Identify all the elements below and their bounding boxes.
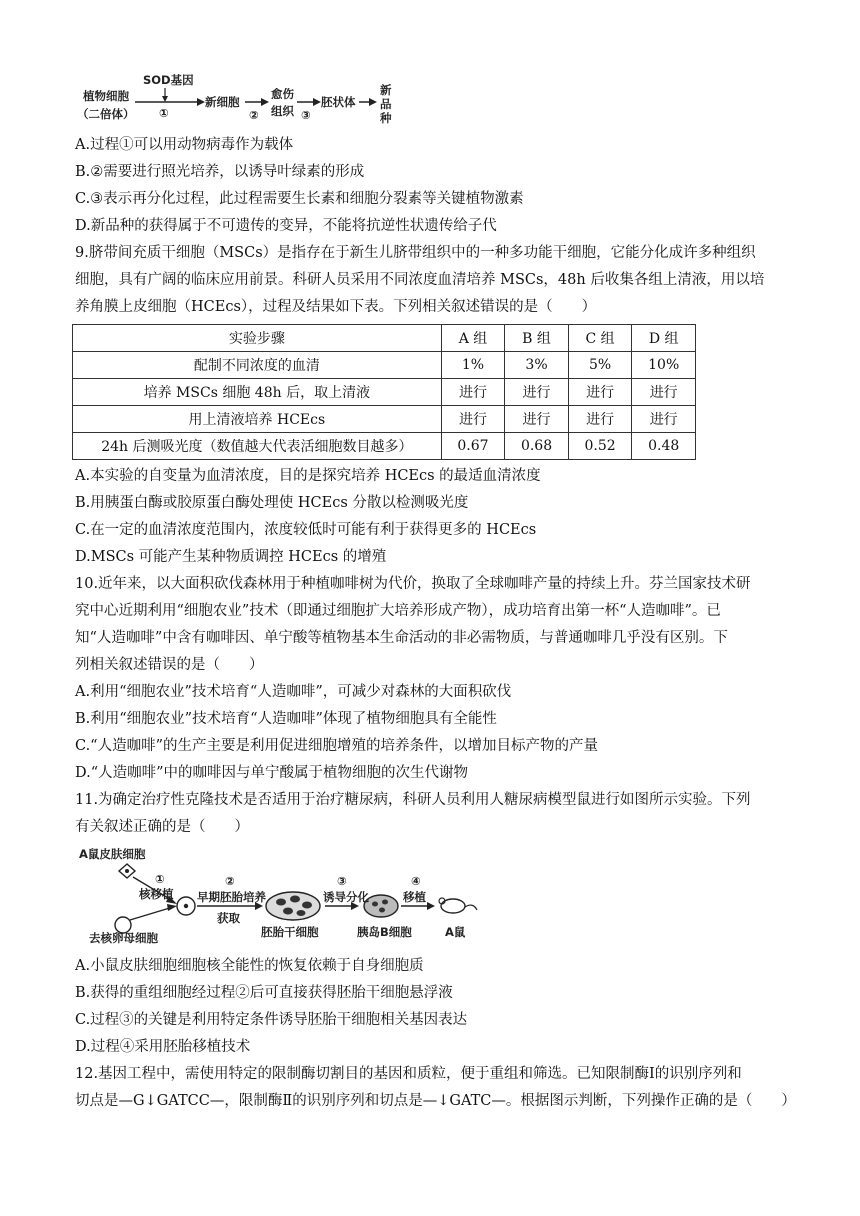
label-sod-gene: SOD基因 xyxy=(143,73,194,87)
table-cell: 0.52 xyxy=(568,433,632,460)
q12-stem-line2: 切点是—G↓GATCC—，限制酶Ⅱ的识别序列和切点是—↓GATC—。根据图示判断，下列操作正确的是（ ） xyxy=(75,1093,796,1109)
q10-stem-line3: 知“人造咖啡”中含有咖啡因、单宁酸等植物基本生命活动的非必需物质，与普通咖啡几乎没有区别。下 xyxy=(75,630,728,646)
q10-option-a: A.利用“细胞农业”技术培育“人造咖啡”，可减少对森林的大面积砍伐 xyxy=(75,684,512,700)
q9-option-b: B.用胰蛋白酶或胶原蛋白酶处理使 HCEcs 分散以检测吸光度 xyxy=(75,495,469,511)
q11-stem-line2: 有关叙述正确的是（ ） xyxy=(75,819,249,835)
table-cell: 进行 xyxy=(632,379,696,406)
label-step2: ② xyxy=(249,108,259,122)
table-header-cell: C 组 xyxy=(568,325,632,352)
label-step4: ④ xyxy=(411,874,421,888)
label-new-variety-3: 种 xyxy=(380,111,392,125)
label-early-culture: 早期胚胎培养 xyxy=(197,890,266,904)
label-step3: ③ xyxy=(337,874,347,888)
q11-option-c: C.过程③的关键是利用特定条件诱导胚胎干细胞相关基因表达 xyxy=(75,1012,468,1028)
table-header-cell: D 组 xyxy=(632,325,696,352)
label-step2: ② xyxy=(225,874,235,888)
table-row xyxy=(73,406,696,433)
q9-stem-line1: 9.脐带间充质干细胞（MSCs）是指存在于新生儿脐带组织中的一种多功能干细胞，它能分化成许多种组织 xyxy=(75,245,756,261)
q9-stem-line3: 养角膜上皮细胞（HCEcs），过程及结果如下表。下列相关叙述错误的是（ ） xyxy=(75,299,597,315)
table-row xyxy=(73,352,696,379)
q10-stem-line1: 10.近年来，以大面积砍伐森林用于种植咖啡树为代价，换取了全球咖啡产量的持续上升。芬兰国家技术研 xyxy=(75,576,751,592)
label-induce: 诱导分化 xyxy=(323,890,369,904)
table-cell: 0.48 xyxy=(632,433,696,460)
q11-stem-line1: 11.为确定治疗性克隆技术是否适用于治疗糖尿病，科研人员利用人糖尿病模型鼠进行如图所示实验。下列 xyxy=(75,792,751,808)
label-new-cell: 新细胞 xyxy=(205,95,240,109)
cloning-diagram xyxy=(75,844,495,944)
q8-option-b: B.②需要进行照光培养，以诱导叶绿素的形成 xyxy=(75,164,365,180)
label-step1: ① xyxy=(155,872,165,886)
q12-stem-line1: 12.基因工程中，需使用特定的限制酶切割目的基因和质粒，便于重组和筛选。已知限制酶Ⅰ的识别序列和 xyxy=(75,1066,742,1082)
label-skin-cell: A鼠皮肤细胞 xyxy=(79,847,146,861)
q11-option-d: D.过程④采用胚胎移植技术 xyxy=(75,1039,251,1055)
table-cell: 进行 xyxy=(568,406,632,433)
table-cell: 0.68 xyxy=(505,433,569,460)
q10-option-c: C.“人造咖啡”的生产主要是利用促进细胞增殖的培养条件，以增加目标产物的产量 xyxy=(75,738,599,754)
experiment-table xyxy=(72,324,696,460)
table-cell: 用上清液培养 HCEcs xyxy=(73,406,442,433)
table-cell: 3% xyxy=(505,352,569,379)
q11-option-a: A.小鼠皮肤细胞细胞核全能性的恢复依赖于自身细胞质 xyxy=(75,958,424,974)
label-diploid: （二倍体） xyxy=(77,107,135,121)
q9-stem-line2: 细胞，具有广阔的临床应用前景。科研人员采用不同浓度血清培养 MSCs，48h 后收集各组上清液，用以培 xyxy=(75,272,765,288)
label-new-variety-2: 品 xyxy=(380,97,392,111)
label-embryoid: 胚状体 xyxy=(321,95,356,109)
label-plant-cell: 植物细胞 xyxy=(83,89,129,103)
table-cell: 进行 xyxy=(505,379,569,406)
table-header-cell: B 组 xyxy=(505,325,569,352)
table-cell: 0.67 xyxy=(441,433,505,460)
table-cell: 5% xyxy=(568,352,632,379)
label-step3: ③ xyxy=(301,108,311,122)
q9-option-c: C.在一定的血清浓度范围内，浓度较低时可能有利于获得更多的 HCEcs xyxy=(75,522,537,538)
label-callus-a: 愈伤 xyxy=(271,87,294,101)
table-cell: 进行 xyxy=(568,379,632,406)
q10-option-d: D.“人造咖啡”中的咖啡因与单宁酸属于植物细胞的次生代谢物 xyxy=(75,765,469,781)
q9-option-a: A.本实验的自变量为血清浓度，目的是探究培养 HCEcs 的最适血清浓度 xyxy=(75,468,541,484)
table-cell: 配制不同浓度的血清 xyxy=(73,352,442,379)
tissue-culture-diagram xyxy=(75,14,395,124)
table-cell: 进行 xyxy=(441,406,505,433)
label-new-variety-1: 新 xyxy=(380,83,392,97)
table-cell: 1% xyxy=(441,352,505,379)
label-obtain: 获取 xyxy=(217,911,240,925)
table-header-cell: 实验步骤 xyxy=(73,325,442,352)
table-cell: 10% xyxy=(632,352,696,379)
label-islet: 胰岛B细胞 xyxy=(357,925,412,939)
table-cell: 24h 后测吸光度（数值越大代表活细胞数目越多） xyxy=(73,433,442,460)
table-cell: 进行 xyxy=(441,379,505,406)
table-row xyxy=(73,379,696,406)
label-step1: ① xyxy=(159,106,169,120)
q8-option-a: A.过程①可以用动物病毒作为载体 xyxy=(75,137,294,153)
table-cell: 进行 xyxy=(505,406,569,433)
q8-option-d: D.新品种的获得属于不可遗传的变异，不能将抗逆性状遗传给子代 xyxy=(75,218,497,234)
table-row xyxy=(73,433,696,460)
q8-option-c: C.③表示再分化过程，此过程需要生长素和细胞分裂素等关键植物激素 xyxy=(75,191,524,207)
table-header-cell: A 组 xyxy=(441,325,505,352)
label-esc: 胚胎干细胞 xyxy=(261,925,319,939)
label-nuclear-transfer: 核移植 xyxy=(139,887,174,901)
label-transplant: 移植 xyxy=(403,890,426,904)
table-cell: 培养 MSCs 细胞 48h 后，取上清液 xyxy=(73,379,442,406)
label-mouse: A鼠 xyxy=(445,925,466,939)
q10-stem-line2: 究中心近期利用“细胞农业”技术（即通过细胞扩大培养形成产物），成功培育出第一杯“人造咖啡”。已 xyxy=(75,603,721,619)
q9-option-d: D.MSCs 可能产生某种物质调控 HCEcs 的增殖 xyxy=(75,549,387,565)
table-cell: 进行 xyxy=(632,406,696,433)
q10-option-b: B.利用“细胞农业”技术培育“人造咖啡”体现了植物细胞具有全能性 xyxy=(75,711,497,727)
label-oocyte: 去核卵母细胞 xyxy=(89,931,158,945)
label-callus-b: 组织 xyxy=(271,104,294,118)
table-header-row xyxy=(73,325,696,352)
q11-option-b: B.获得的重组细胞经过程②后可直接获得胚胎干细胞悬浮液 xyxy=(75,985,453,1001)
q10-stem-line4: 列相关叙述错误的是（ ） xyxy=(75,657,264,673)
